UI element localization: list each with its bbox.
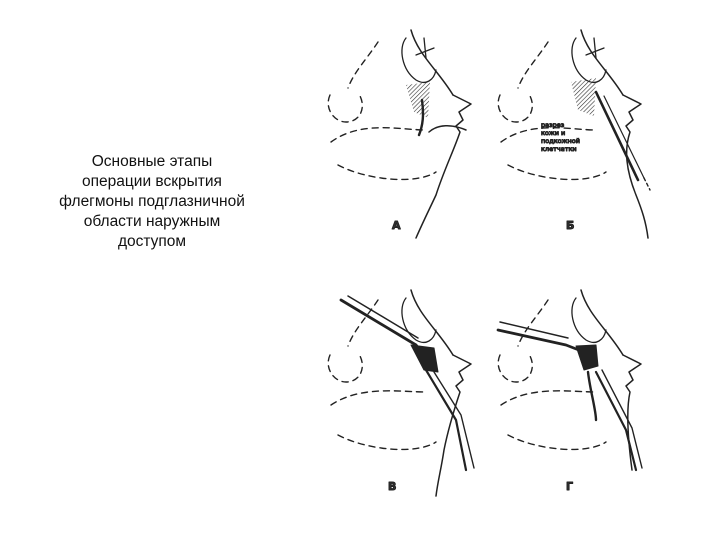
- caption-line-4: области наружным: [83, 213, 221, 230]
- panel-b-label: Б: [566, 219, 575, 232]
- panel-d-label: Г: [566, 480, 574, 493]
- incision-note-4: клетчатки: [541, 145, 577, 153]
- panel-a-label: А: [392, 219, 401, 232]
- caption-line-2: операции вскрытия: [82, 173, 222, 190]
- panel-a-drawing: [328, 30, 471, 238]
- panel-d-drawing: [498, 290, 642, 493]
- caption-line-3: флегмоны подглазничной: [59, 193, 245, 210]
- caption-line-1: Основные этапы: [91, 153, 213, 170]
- incision-note-3: подкожной: [541, 137, 580, 145]
- surgery-stages-illustration: [326, 0, 666, 540]
- panel-c-label: В: [388, 480, 397, 493]
- panel-b-drawing: [498, 30, 650, 238]
- incision-note-2: кожи и: [541, 129, 566, 137]
- incision-note-1: разрез: [541, 121, 565, 129]
- panel-c-drawing: [328, 290, 474, 496]
- caption-line-5: доступом: [117, 233, 187, 250]
- slide-caption: [18, 152, 286, 252]
